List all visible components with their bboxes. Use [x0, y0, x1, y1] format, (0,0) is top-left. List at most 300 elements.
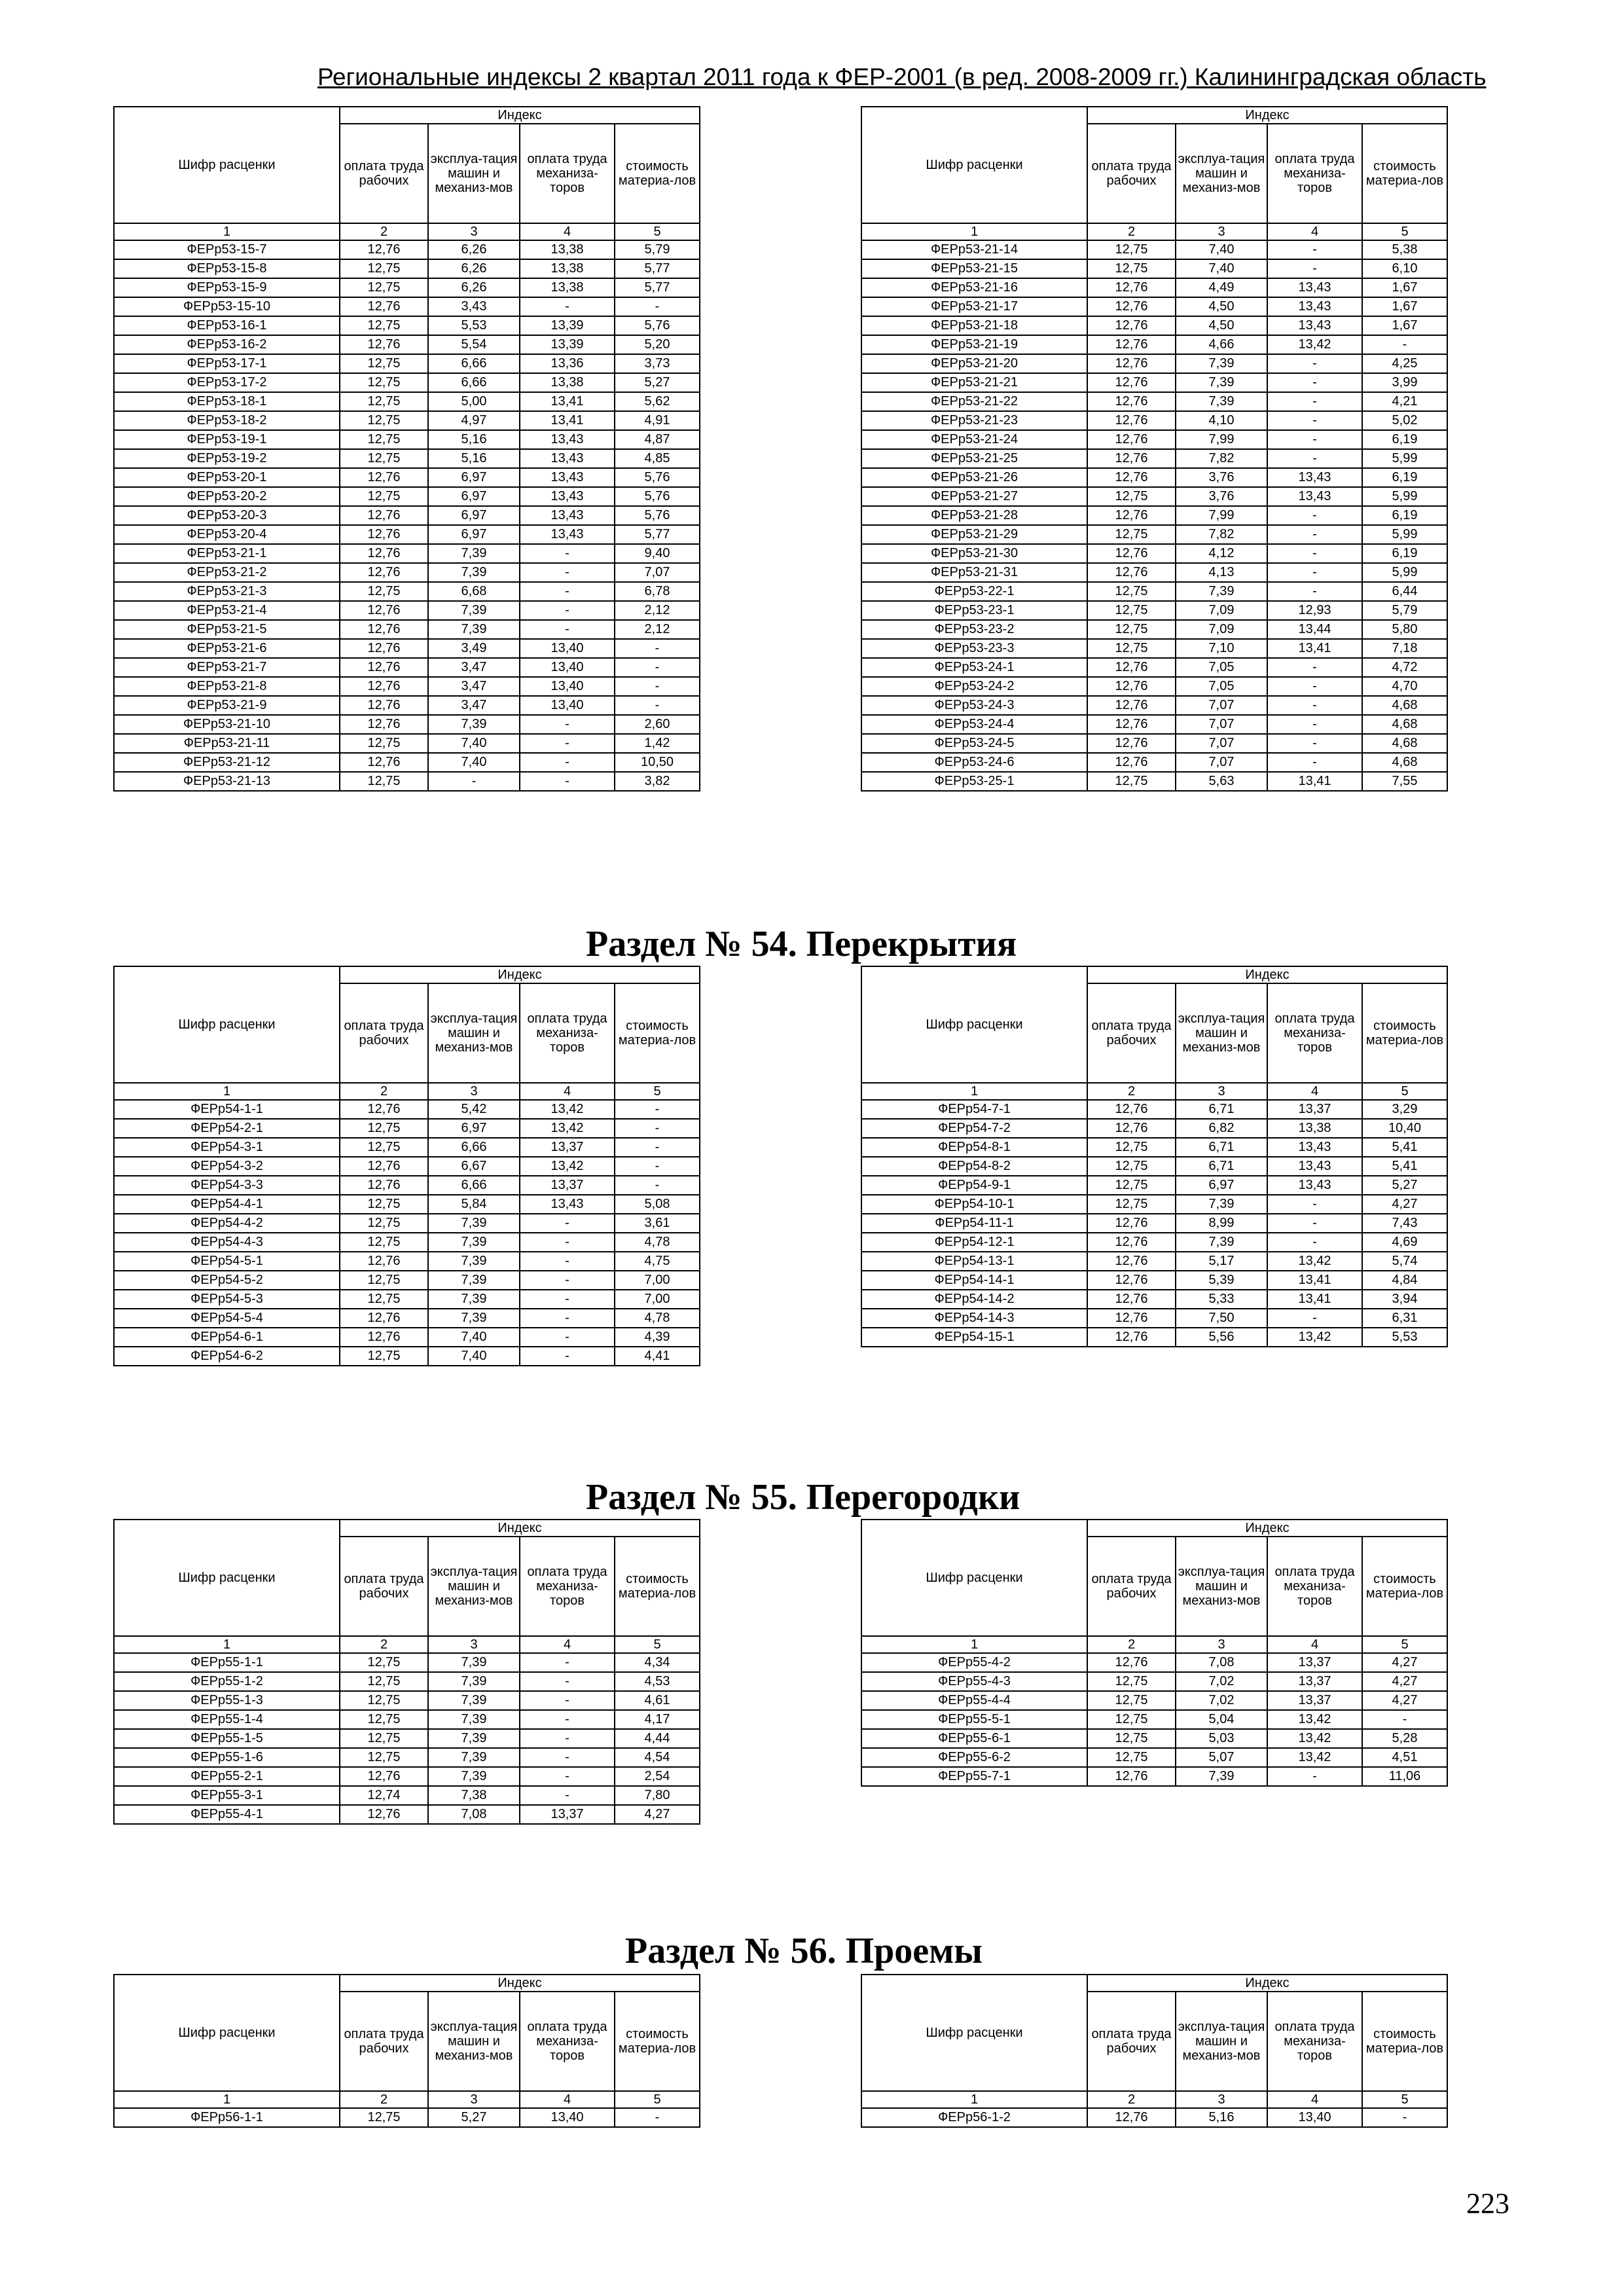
cell-code: ФЕРр53-21-20	[861, 354, 1087, 373]
cell-machines: 7,99	[1176, 506, 1267, 525]
cell-labor: 12,75	[1087, 582, 1176, 601]
column-number: 2	[340, 1636, 428, 1653]
cell-code: ФЕРр53-24-1	[861, 658, 1087, 677]
cell-code: ФЕРр56-1-2	[861, 2108, 1087, 2127]
header-machines: эксплуа-тация машин и механиз-мов	[428, 1992, 520, 2091]
cell-materials: 3,61	[615, 1214, 700, 1233]
column-number: 4	[520, 1083, 615, 1100]
cell-labor: 12,75	[340, 2108, 428, 2127]
cell-materials: 5,99	[1362, 563, 1447, 582]
cell-operators: -	[520, 1271, 615, 1290]
cell-materials: 4,27	[1362, 1195, 1447, 1214]
cell-labor: 12,76	[340, 696, 428, 715]
cell-operators: 13,40	[1267, 2108, 1362, 2127]
cell-operators: 13,36	[520, 354, 615, 373]
cell-machines: 7,07	[1176, 734, 1267, 753]
table-row	[861, 1252, 1447, 1271]
table-row	[861, 582, 1447, 601]
cell-machines: 6,68	[428, 582, 520, 601]
cell-labor: 12,76	[1087, 658, 1176, 677]
table-row	[114, 297, 700, 316]
cell-materials: 6,19	[1362, 544, 1447, 563]
cell-operators: 13,41	[520, 392, 615, 411]
table-row	[861, 1309, 1447, 1328]
cell-operators: 13,43	[1267, 1138, 1362, 1157]
cell-labor: 12,76	[340, 1176, 428, 1195]
cell-operators: 13,41	[1267, 1271, 1362, 1290]
cell-machines: 6,26	[428, 259, 520, 278]
table-row	[861, 772, 1447, 791]
cell-materials: -	[615, 1176, 700, 1195]
index-table-55-left	[113, 1519, 700, 1825]
cell-operators: -	[520, 297, 615, 316]
table-row	[861, 658, 1447, 677]
cell-labor: 12,76	[1087, 335, 1176, 354]
table-row	[114, 1195, 700, 1214]
header-code: Шифр расценки	[861, 107, 1087, 223]
cell-code: ФЕРр53-21-11	[114, 734, 340, 753]
cell-code: ФЕРр53-24-2	[861, 677, 1087, 696]
cell-operators: -	[1267, 563, 1362, 582]
cell-operators: -	[520, 1748, 615, 1767]
cell-labor: 12,76	[1087, 1653, 1176, 1672]
cell-materials: 4,54	[615, 1748, 700, 1767]
cell-machines: 5,16	[1176, 2108, 1267, 2127]
cell-labor: 12,75	[1087, 1710, 1176, 1729]
column-number: 5	[615, 1083, 700, 1100]
table-row	[114, 563, 700, 582]
column-number-row	[861, 1636, 1447, 1653]
cell-code: ФЕРр53-24-5	[861, 734, 1087, 753]
column-number: 4	[520, 2091, 615, 2108]
cell-operators: 13,38	[520, 259, 615, 278]
cell-code: ФЕРр54-1-1	[114, 1100, 340, 1119]
table-row	[861, 1176, 1447, 1195]
cell-labor: 12,76	[1087, 373, 1176, 392]
cell-code: ФЕРр53-21-5	[114, 620, 340, 639]
cell-machines: 4,49	[1176, 278, 1267, 297]
table-row	[861, 525, 1447, 544]
cell-machines: 5,53	[428, 316, 520, 335]
table-row	[861, 1691, 1447, 1710]
cell-materials: 4,27	[1362, 1672, 1447, 1691]
cell-code: ФЕРр53-21-15	[861, 259, 1087, 278]
cell-labor: 12,75	[1087, 772, 1176, 791]
table-row	[114, 1176, 700, 1195]
cell-materials: 4,17	[615, 1710, 700, 1729]
cell-materials: 6,19	[1362, 506, 1447, 525]
cell-labor: 12,75	[1087, 601, 1176, 620]
cell-code: ФЕРр54-4-2	[114, 1214, 340, 1233]
table-row	[114, 1138, 700, 1157]
cell-operators: 13,42	[520, 1100, 615, 1119]
header-row	[861, 1975, 1447, 1992]
column-number: 2	[340, 223, 428, 240]
cell-code: ФЕРр53-16-2	[114, 335, 340, 354]
cell-operators: 13,40	[520, 2108, 615, 2127]
table-row	[114, 1710, 700, 1729]
cell-code: ФЕРр53-21-4	[114, 601, 340, 620]
cell-labor: 12,76	[340, 658, 428, 677]
cell-labor: 12,76	[340, 563, 428, 582]
cell-code: ФЕРр53-21-17	[861, 297, 1087, 316]
cell-code: ФЕРр54-8-2	[861, 1157, 1087, 1176]
cell-labor: 12,76	[340, 525, 428, 544]
cell-code: ФЕРр53-22-1	[861, 582, 1087, 601]
table-row	[114, 696, 700, 715]
cell-code: ФЕРр53-21-25	[861, 449, 1087, 468]
cell-operators: -	[1267, 544, 1362, 563]
cell-machines: 7,39	[428, 1653, 520, 1672]
column-number: 5	[615, 223, 700, 240]
cell-materials: 4,25	[1362, 354, 1447, 373]
table-row	[861, 715, 1447, 734]
cell-labor: 12,75	[340, 278, 428, 297]
table-row	[861, 544, 1447, 563]
cell-materials: 3,73	[615, 354, 700, 373]
header-code: Шифр расценки	[114, 107, 340, 223]
cell-machines: 5,63	[1176, 772, 1267, 791]
cell-code: ФЕРр55-1-6	[114, 1748, 340, 1767]
cell-operators: -	[520, 544, 615, 563]
table-row	[861, 240, 1447, 259]
cell-labor: 12,76	[1087, 715, 1176, 734]
cell-code: ФЕРр55-1-3	[114, 1691, 340, 1710]
table-row	[861, 316, 1447, 335]
cell-materials: 5,28	[1362, 1729, 1447, 1748]
cell-operators: 13,41	[520, 411, 615, 430]
cell-machines: 5,54	[428, 335, 520, 354]
cell-machines: 5,16	[428, 449, 520, 468]
column-number: 4	[1267, 223, 1362, 240]
cell-machines: 5,16	[428, 430, 520, 449]
cell-materials: -	[615, 639, 700, 658]
cell-code: ФЕРр54-4-3	[114, 1233, 340, 1252]
cell-code: ФЕРр53-21-1	[114, 544, 340, 563]
cell-operators: 13,43	[520, 430, 615, 449]
column-number: 2	[340, 1083, 428, 1100]
cell-materials: 7,55	[1362, 772, 1447, 791]
cell-labor: 12,75	[340, 449, 428, 468]
column-number: 5	[615, 2091, 700, 2108]
cell-operators: -	[1267, 259, 1362, 278]
table-row	[861, 278, 1447, 297]
header-row	[861, 107, 1447, 124]
cell-code: ФЕРр54-3-1	[114, 1138, 340, 1157]
cell-operators: -	[1267, 734, 1362, 753]
cell-labor: 12,76	[340, 335, 428, 354]
cell-materials: 2,60	[615, 715, 700, 734]
cell-labor: 12,75	[1087, 1691, 1176, 1710]
cell-machines: 4,10	[1176, 411, 1267, 430]
table-row	[861, 468, 1447, 487]
cell-operators: 13,43	[520, 468, 615, 487]
cell-labor: 12,76	[340, 297, 428, 316]
table-row	[861, 1729, 1447, 1748]
table-row	[861, 1290, 1447, 1309]
cell-operators: 13,42	[1267, 1252, 1362, 1271]
table-row	[861, 1710, 1447, 1729]
header-index: Индекс	[1087, 107, 1447, 124]
cell-operators: 13,43	[520, 506, 615, 525]
section-title-54: Раздел № 54. Перекрытия	[586, 924, 1017, 964]
cell-operators: 13,42	[1267, 1328, 1362, 1347]
cell-labor: 12,76	[1087, 677, 1176, 696]
column-number-row	[114, 2091, 700, 2108]
cell-labor: 12,75	[340, 487, 428, 506]
cell-operators: 13,42	[520, 1119, 615, 1138]
header-labor: оплата труда рабочих	[1087, 1537, 1176, 1636]
cell-code: ФЕРр54-3-3	[114, 1176, 340, 1195]
cell-materials: 3,29	[1362, 1100, 1447, 1119]
column-number: 2	[1087, 1636, 1176, 1653]
table-row	[114, 1100, 700, 1119]
cell-machines: 5,00	[428, 392, 520, 411]
index-table-53-right	[861, 106, 1448, 792]
cell-labor: 12,76	[1087, 430, 1176, 449]
table-row	[861, 1672, 1447, 1691]
column-number: 5	[1362, 1636, 1447, 1653]
cell-code: ФЕРр53-21-28	[861, 506, 1087, 525]
cell-labor: 12,75	[340, 1290, 428, 1309]
table-row	[861, 335, 1447, 354]
cell-materials: 6,44	[1362, 582, 1447, 601]
cell-materials: 3,82	[615, 772, 700, 791]
cell-materials: -	[615, 1119, 700, 1138]
table-row	[861, 1100, 1447, 1119]
cell-labor: 12,76	[1087, 1271, 1176, 1290]
cell-materials: 6,78	[615, 582, 700, 601]
cell-labor: 12,76	[340, 240, 428, 259]
cell-machines: 5,04	[1176, 1710, 1267, 1729]
cell-operators: 13,37	[520, 1176, 615, 1195]
cell-operators: 13,39	[520, 316, 615, 335]
column-number: 3	[428, 1636, 520, 1653]
cell-machines: 4,66	[1176, 335, 1267, 354]
header-machines: эксплуа-тация машин и механиз-мов	[1176, 983, 1267, 1083]
cell-materials: 5,79	[1362, 601, 1447, 620]
cell-operators: 13,40	[520, 658, 615, 677]
table-row	[861, 487, 1447, 506]
cell-labor: 12,75	[340, 1119, 428, 1138]
cell-machines: 7,40	[1176, 259, 1267, 278]
cell-code: ФЕРр53-21-24	[861, 430, 1087, 449]
cell-machines: 5,17	[1176, 1252, 1267, 1271]
header-index: Индекс	[340, 107, 700, 124]
cell-machines: 3,47	[428, 677, 520, 696]
header-operators: оплата труда механиза-торов	[1267, 1537, 1362, 1636]
cell-code: ФЕРр54-12-1	[861, 1233, 1087, 1252]
cell-materials: -	[615, 696, 700, 715]
cell-machines: 7,99	[1176, 430, 1267, 449]
cell-operators: 13,43	[520, 1195, 615, 1214]
cell-operators: 13,38	[1267, 1119, 1362, 1138]
cell-code: ФЕРр54-3-2	[114, 1157, 340, 1176]
cell-machines: 7,39	[428, 1710, 520, 1729]
cell-machines: 5,56	[1176, 1328, 1267, 1347]
cell-machines: 7,39	[428, 1672, 520, 1691]
cell-machines: 4,97	[428, 411, 520, 430]
cell-code: ФЕРр53-21-12	[114, 753, 340, 772]
cell-code: ФЕРр54-7-1	[861, 1100, 1087, 1119]
cell-materials: 7,07	[615, 563, 700, 582]
cell-materials: 1,67	[1362, 297, 1447, 316]
cell-labor: 12,76	[340, 544, 428, 563]
header-machines: эксплуа-тация машин и механиз-мов	[428, 124, 520, 223]
column-number: 3	[1176, 1636, 1267, 1653]
cell-machines: 6,97	[428, 487, 520, 506]
table-row	[861, 677, 1447, 696]
cell-labor: 12,75	[340, 1195, 428, 1214]
column-number: 1	[114, 223, 340, 240]
cell-materials: 5,41	[1362, 1138, 1447, 1157]
cell-code: ФЕРр55-1-2	[114, 1672, 340, 1691]
cell-machines: 4,12	[1176, 544, 1267, 563]
cell-machines: 7,39	[428, 715, 520, 734]
cell-code: ФЕРр53-15-8	[114, 259, 340, 278]
cell-labor: 12,75	[340, 1347, 428, 1366]
cell-labor: 12,76	[1087, 544, 1176, 563]
cell-materials: -	[615, 1138, 700, 1157]
cell-materials: 5,41	[1362, 1157, 1447, 1176]
cell-materials: -	[615, 297, 700, 316]
cell-machines: 3,76	[1176, 487, 1267, 506]
cell-code: ФЕРр53-21-31	[861, 563, 1087, 582]
cell-operators: 12,93	[1267, 601, 1362, 620]
cell-code: ФЕРр54-5-2	[114, 1271, 340, 1290]
table-row	[861, 1748, 1447, 1767]
header-code: Шифр расценки	[114, 1975, 340, 2091]
cell-operators: 13,42	[1267, 1729, 1362, 1748]
cell-labor: 12,75	[1087, 1138, 1176, 1157]
cell-operators: -	[520, 1786, 615, 1805]
table-row	[861, 1653, 1447, 1672]
cell-machines: 6,26	[428, 278, 520, 297]
cell-machines: 6,97	[428, 1119, 520, 1138]
table-row	[861, 1214, 1447, 1233]
cell-operators: -	[520, 563, 615, 582]
cell-machines: 7,39	[428, 1271, 520, 1290]
header-machines: эксплуа-тация машин и механиз-мов	[1176, 1992, 1267, 2091]
cell-materials: 9,40	[615, 544, 700, 563]
cell-materials: 4,21	[1362, 392, 1447, 411]
cell-materials: 11,06	[1362, 1767, 1447, 1786]
header-materials: стоимость материа-лов	[1362, 1992, 1447, 2091]
cell-materials: 5,38	[1362, 240, 1447, 259]
table-row	[861, 563, 1447, 582]
table-row	[114, 677, 700, 696]
cell-machines: 7,39	[428, 1252, 520, 1271]
cell-labor: 12,76	[1087, 316, 1176, 335]
cell-labor: 12,76	[1087, 1309, 1176, 1328]
cell-materials: -	[615, 1100, 700, 1119]
cell-materials: 1,67	[1362, 278, 1447, 297]
cell-labor: 12,76	[1087, 563, 1176, 582]
cell-operators: -	[1267, 506, 1362, 525]
cell-operators: 13,43	[1267, 278, 1362, 297]
header-machines: эксплуа-тация машин и механиз-мов	[1176, 124, 1267, 223]
cell-machines: 7,38	[428, 1786, 520, 1805]
cell-materials: 5,99	[1362, 525, 1447, 544]
cell-operators: -	[520, 753, 615, 772]
cell-operators: -	[1267, 430, 1362, 449]
cell-operators: -	[520, 1347, 615, 1366]
cell-materials: -	[615, 658, 700, 677]
cell-labor: 12,75	[340, 259, 428, 278]
cell-labor: 12,76	[340, 1309, 428, 1328]
cell-code: ФЕРр53-15-9	[114, 278, 340, 297]
cell-labor: 12,76	[1087, 1328, 1176, 1347]
cell-machines: 7,05	[1176, 658, 1267, 677]
table-row	[861, 506, 1447, 525]
cell-labor: 12,76	[340, 1157, 428, 1176]
cell-labor: 12,76	[340, 753, 428, 772]
cell-operators: -	[1267, 1767, 1362, 1786]
header-labor: оплата труда рабочих	[340, 124, 428, 223]
cell-code: ФЕРр53-21-14	[861, 240, 1087, 259]
cell-operators: 13,38	[520, 240, 615, 259]
cell-machines: 3,49	[428, 639, 520, 658]
column-number-row	[861, 1083, 1447, 1100]
table-row	[861, 1195, 1447, 1214]
cell-operators: 13,41	[1267, 639, 1362, 658]
page-number: 223	[1466, 2187, 1509, 2219]
cell-labor: 12,75	[340, 772, 428, 791]
cell-code: ФЕРр54-4-1	[114, 1195, 340, 1214]
column-number: 5	[1362, 2091, 1447, 2108]
table-row	[114, 582, 700, 601]
cell-machines: 7,82	[1176, 449, 1267, 468]
cell-labor: 12,75	[340, 734, 428, 753]
cell-code: ФЕРр53-20-1	[114, 468, 340, 487]
cell-operators: -	[520, 1214, 615, 1233]
cell-machines: 7,40	[428, 1328, 520, 1347]
cell-operators: 13,43	[1267, 1176, 1362, 1195]
table-row	[114, 620, 700, 639]
cell-materials: 4,78	[615, 1309, 700, 1328]
cell-materials: 4,70	[1362, 677, 1447, 696]
cell-materials: 1,67	[1362, 316, 1447, 335]
cell-labor: 12,76	[340, 1767, 428, 1786]
cell-labor: 12,75	[1087, 240, 1176, 259]
cell-materials: 4,78	[615, 1233, 700, 1252]
cell-materials: 5,76	[615, 468, 700, 487]
cell-machines: 7,39	[428, 1767, 520, 1786]
column-number: 1	[861, 1083, 1087, 1100]
header-materials: стоимость материа-лов	[1362, 1537, 1447, 1636]
cell-operators: 13,40	[520, 677, 615, 696]
header-row	[861, 966, 1447, 983]
cell-operators: -	[520, 1252, 615, 1271]
table-row	[114, 430, 700, 449]
header-labor: оплата труда рабочих	[1087, 124, 1176, 223]
table-row	[114, 1653, 700, 1672]
cell-code: ФЕРр54-10-1	[861, 1195, 1087, 1214]
cell-materials: 4,53	[615, 1672, 700, 1691]
page-title: Региональные индексы 2 квартал 2011 года к ФЕР-2001 (в ред. 2008-2009 гг.) Калининградская область	[317, 64, 1487, 90]
cell-machines: 4,13	[1176, 563, 1267, 582]
cell-materials: 4,27	[615, 1805, 700, 1824]
column-number-row	[114, 223, 700, 240]
cell-code: ФЕРр54-7-2	[861, 1119, 1087, 1138]
cell-materials: 5,74	[1362, 1252, 1447, 1271]
header-materials: стоимость материа-лов	[615, 124, 700, 223]
cell-materials: 4,87	[615, 430, 700, 449]
cell-operators: -	[1267, 411, 1362, 430]
cell-materials: 7,00	[615, 1290, 700, 1309]
table-row	[114, 1347, 700, 1366]
table-row	[114, 1767, 700, 1786]
